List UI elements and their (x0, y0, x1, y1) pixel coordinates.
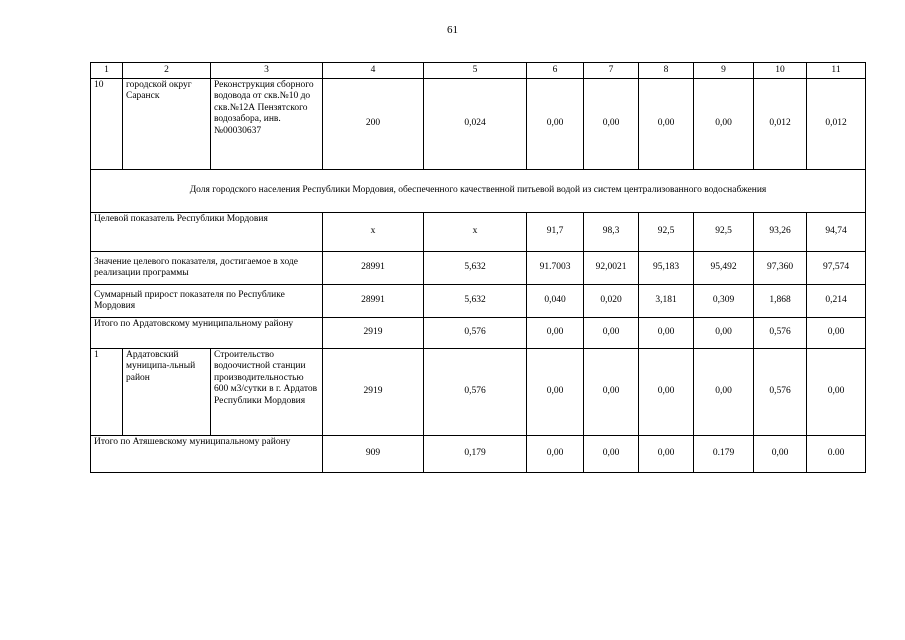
data-table (90, 62, 866, 473)
value-cell: 92,5 (694, 213, 754, 252)
value-cell: 0,00 (807, 349, 866, 436)
value-cell: 0,00 (694, 349, 754, 436)
table-row-saransk (91, 79, 866, 170)
table-row-target (91, 213, 866, 252)
municipality-cell: городской округ Саранск (123, 79, 211, 170)
value-cell: 28991 (323, 285, 424, 318)
municipality-cell: Ардатовский муниципа-льный район (123, 349, 211, 436)
value-cell: 0,00 (639, 349, 694, 436)
value-cell: 0,576 (424, 318, 527, 349)
value-cell: 0,012 (754, 79, 807, 170)
value-cell: 0,576 (754, 318, 807, 349)
table-row-increment (91, 285, 866, 318)
value-cell: 2919 (323, 318, 424, 349)
section-title-row (91, 170, 866, 213)
value-cell: 0,309 (694, 285, 754, 318)
project-cell: Строительство водоочистной станции производительностью 600 м3/сутки в г. Ардатов Республики Мордовия (211, 349, 323, 436)
value-cell: 97,574 (807, 252, 866, 285)
header-cell: 5 (424, 63, 527, 79)
value-cell: 0,00 (584, 79, 639, 170)
value-cell: 0,00 (527, 436, 584, 473)
header-cell: 2 (123, 63, 211, 79)
table-row-achieved (91, 252, 866, 285)
value-cell: 93,26 (754, 213, 807, 252)
row-number: 1 (91, 349, 123, 436)
value-cell: 91.7003 (527, 252, 584, 285)
table-row-total-ardatov (91, 318, 866, 349)
table-row-total-atyashevo (91, 436, 866, 473)
value-cell: 0,179 (424, 436, 527, 473)
value-cell: 95,183 (639, 252, 694, 285)
value-cell: 0,00 (527, 318, 584, 349)
value-cell: 97,360 (754, 252, 807, 285)
page-number: 61 (447, 24, 458, 36)
value-cell: 0,040 (527, 285, 584, 318)
row-label: Итого по Ардатовскому муниципальному району (91, 318, 323, 349)
value-cell: 0,00 (527, 349, 584, 436)
row-label: Итого по Атяшевскому муниципальному району (91, 436, 323, 473)
value-cell: 2919 (323, 349, 424, 436)
value-cell: 95,492 (694, 252, 754, 285)
value-cell: 200 (323, 79, 424, 170)
header-cell: 10 (754, 63, 807, 79)
header-cell: 1 (91, 63, 123, 79)
value-cell: 0,00 (584, 436, 639, 473)
value-cell: 92,0021 (584, 252, 639, 285)
value-cell: 5,632 (424, 252, 527, 285)
value-cell: 0,576 (754, 349, 807, 436)
row-label: Целевой показатель Республики Мордовия (91, 213, 323, 252)
value-cell: 0,00 (754, 436, 807, 473)
value-cell: 98,3 (584, 213, 639, 252)
value-cell: 28991 (323, 252, 424, 285)
value-cell: 94,74 (807, 213, 866, 252)
value-cell: 0,00 (807, 318, 866, 349)
row-number: 10 (91, 79, 123, 170)
header-cell: 3 (211, 63, 323, 79)
value-cell: 0.179 (694, 436, 754, 473)
header-cell: 11 (807, 63, 866, 79)
value-cell: х (323, 213, 424, 252)
value-cell: 1,868 (754, 285, 807, 318)
value-cell: 0,214 (807, 285, 866, 318)
header-cell: 6 (527, 63, 584, 79)
value-cell: 0,00 (694, 318, 754, 349)
value-cell: 909 (323, 436, 424, 473)
header-cell: 7 (584, 63, 639, 79)
value-cell: 91,7 (527, 213, 584, 252)
value-cell: 0,00 (639, 79, 694, 170)
value-cell: х (424, 213, 527, 252)
header-cell: 4 (323, 63, 424, 79)
value-cell: 0,00 (584, 318, 639, 349)
project-cell: Реконструкция сборного водовода от скв.№10 до скв.№12А Пензятского водозабора, инв. №00030637 (211, 79, 323, 170)
value-cell: 0,576 (424, 349, 527, 436)
value-cell: 92,5 (639, 213, 694, 252)
value-cell: 0,024 (424, 79, 527, 170)
value-cell: 0,00 (639, 436, 694, 473)
header-cell: 8 (639, 63, 694, 79)
value-cell: 5,632 (424, 285, 527, 318)
header-cell: 9 (694, 63, 754, 79)
value-cell: 0,012 (807, 79, 866, 170)
section-title: Доля городского населения Республики Мордовия, обеспеченного качественной питьевой водой из систем централизованного водоснабжения (91, 170, 866, 213)
value-cell: 0,00 (584, 349, 639, 436)
value-cell: 0,00 (527, 79, 584, 170)
table-row-ardatov (91, 349, 866, 436)
value-cell: 0,00 (694, 79, 754, 170)
value-cell: 0,020 (584, 285, 639, 318)
value-cell: 0.00 (807, 436, 866, 473)
value-cell: 0,00 (639, 318, 694, 349)
row-label: Суммарный прирост показателя по Республике Мордовия (91, 285, 323, 318)
row-label: Значение целевого показателя, достигаемое в ходе реализации программы (91, 252, 323, 285)
table-header-row (91, 63, 866, 79)
value-cell: 3,181 (639, 285, 694, 318)
